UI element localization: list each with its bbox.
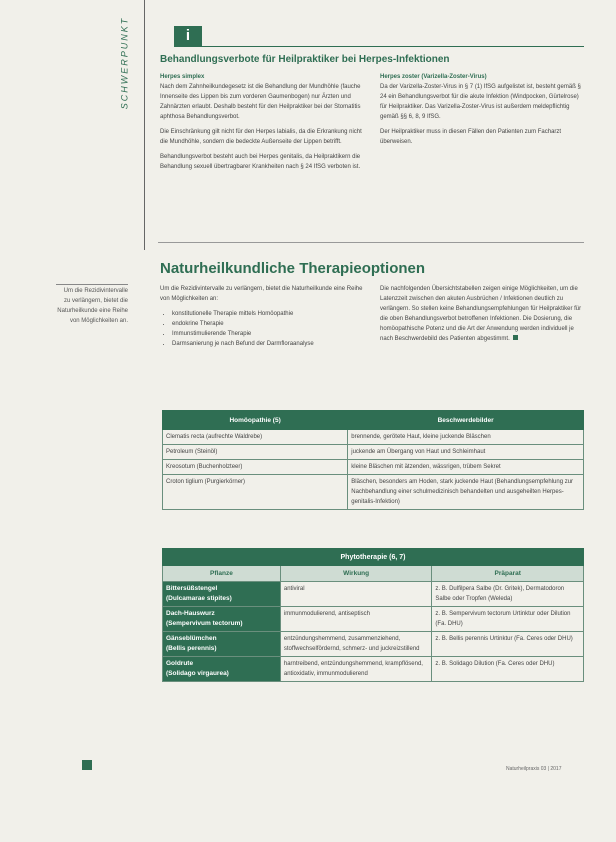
info-icon: i — [174, 26, 202, 46]
table-cell: z. B. Dulfilpera Salbe (Dr. Gritek), Dermatodoron Salbe oder Tropfen (Weleda) — [432, 582, 584, 607]
section-tag: SCHWERPUNKT — [119, 16, 130, 110]
page-footer: Naturheilpraxis 03 | 2017 — [506, 766, 562, 772]
table-cell: z. B. Sempervivum tectorum Urtinktur oder Dilution (Fa. DHU) — [432, 607, 584, 632]
therapy-list — [160, 309, 366, 349]
body-intro: Um die Rezidivintervalle zu verlängern, bietet die Naturheilkunde eine Reihe von Möglichkeiten an: — [160, 286, 363, 302]
info-paragraph: Nach dem Zahnheilkundegesetz ist die Behandlung der Mundhöhle (fauche Innenseite des Lippen bis zum vorderen Gaumenbogen) nur Ärzten und Zahnärzten erlaubt. Deshalb besteht für den Heilpraktiker bei der Stomatitis aphthosa Behandlungsverbot. — [160, 84, 361, 120]
table-caption: Phytotherapie (6, 7) — [163, 549, 584, 566]
table-row — [163, 475, 584, 510]
list-item: • Immunstimulierende Therapie — [172, 329, 366, 339]
table-row — [163, 430, 584, 445]
table-header: Homöopathie (5) — [163, 411, 348, 430]
info-heading-herpes-zoster: Herpes zoster (Varizella-Zoster-Virus) — [380, 74, 487, 80]
table-row — [163, 445, 584, 460]
info-box-rule — [174, 46, 584, 47]
table-cell: juckende am Übergang von Haut und Schleimhaut — [348, 445, 584, 460]
table-header: Präparat — [432, 566, 584, 582]
plant-cell — [163, 607, 281, 632]
table-cell: Kreosotum (Buchenholzteer) — [163, 460, 348, 475]
info-paragraph: Der Heilpraktiker muss in diesen Fällen den Patienten zum Facharzt überweisen. — [380, 129, 562, 145]
table-cell: immunmodulierend, antiseptisch — [280, 607, 432, 632]
table-row — [163, 632, 584, 657]
page-corner-mark — [82, 760, 92, 770]
plant-cell — [163, 582, 281, 607]
body-col1 — [160, 284, 366, 349]
table-header: Wirkung — [280, 566, 432, 582]
plant-latin: (Solidago virgaurea) — [166, 670, 229, 677]
table-header: Beschwerdebilder — [348, 411, 584, 430]
plant-name: Dach-Hauswurz — [166, 610, 215, 617]
info-paragraph: Behandlungsverbot besteht auch bei Herpes genitalis, da Heilpraktikern die Behandlung sexuell übertragbarer Krankheiten nach § 24 IfSG verboten ist. — [160, 154, 361, 170]
plant-cell — [163, 657, 281, 682]
table-cell: antiviral — [280, 582, 432, 607]
table-cell: z. B. Solidago Dilution (Fa. Ceres oder DHU) — [432, 657, 584, 682]
info-paragraph: Da der Varizella-Zoster-Virus in § 7 (1) IfSG aufgelistet ist, besteht gemäß § 24 ein Behandlungsverbot für die akute Infektion (Windpocken, Gürtelrose) für Heilpraktiker. Das Varizella-Zoster-Virus ist außerdem meldepflichtig gemäß §§ 6, 8, 9 IfSG. — [380, 84, 581, 120]
plant-name: Gänseblümchen — [166, 635, 217, 642]
margin-note-rule — [56, 284, 128, 285]
margin-divider — [144, 0, 145, 250]
list-item: • Darmsanierung je nach Befund der Darmfloraanalyse — [172, 339, 366, 349]
table-row — [163, 657, 584, 682]
margin-note: Um die Rezidivintervalle zu verlängern, bietet die Naturheilkunde eine Reihe von Möglichkeiten an. — [57, 288, 128, 324]
table-cell: Bläschen, besonders am Hoden, stark juckende Haut (Behandlungsempfehlung zur Nachbehandlung einer schulmedizinisch behandelten und ausgeheilten Herpes-genitalis-Infektion) — [348, 475, 584, 510]
phytotherapy-table — [162, 548, 584, 682]
plant-name: Bittersüßstengel — [166, 585, 218, 592]
table-cell: brennende, gerötete Haut, kleine juckende Bläschen — [348, 430, 584, 445]
table-row — [163, 607, 584, 632]
table-cell: kleine Bläschen mit ätzenden, wässrigen, trübem Sekret — [348, 460, 584, 475]
section-divider — [158, 242, 584, 243]
table-row — [163, 460, 584, 475]
table-header: Pflanze — [163, 566, 281, 582]
table-cell: z. B. Bellis perennis Urtinktur (Fa. Ceres oder DHU) — [432, 632, 584, 657]
info-paragraph: Die Einschränkung gilt nicht für den Herpes labialis, da die Erkrankung nicht die Mundhöhle, sondern die bedeckte Außenseite der Lippen betrifft. — [160, 129, 362, 145]
table-cell: entzündungshemmend, zusammenziehend, stoffwechselfördernd, schmerz- und juckreizstillend — [280, 632, 432, 657]
end-mark-icon — [513, 335, 518, 340]
info-box-title: Behandlungsverbote für Heilpraktiker bei Herpes-Infektionen — [160, 54, 450, 65]
table-cell: Petroleum (Steinöl) — [163, 445, 348, 460]
list-item: • konstitutionelle Therapie mittels Homöopathie — [172, 309, 366, 319]
body-col2 — [380, 284, 584, 344]
body-paragraph: Die nachfolgenden Übersichtstabellen zeigen einige Möglichkeiten, um die Latenzzeit zwischen den akuten Ausbrüchen / Infektionen deutlich zu verlängern. So stellen keine Behandlungsempfehlungen für Heilpraktiker für die oben Behandlungsverbot betroffenen Infektionen. Die Dosierung, die homöopathische Potenz und die Art der Anwendung werden individuell je nach Beschwerdebild des Patienten abgestimmt. — [380, 286, 582, 342]
plant-latin: (Bellis perennis) — [166, 645, 217, 652]
plant-cell — [163, 632, 281, 657]
plant-name: Goldrute — [166, 660, 194, 667]
info-box-col2 — [380, 72, 584, 152]
info-box-col1 — [160, 72, 368, 177]
list-item: • endokrine Therapie — [172, 319, 366, 329]
table-cell: harntreibend, entzündungshemmend, krampflösend, antioxidativ, immunmodulierend — [280, 657, 432, 682]
table-row — [163, 582, 584, 607]
homeopathy-table — [162, 410, 584, 510]
table-cell: Clematis recta (aufrechte Waldrebe) — [163, 430, 348, 445]
plant-latin: (Sempervivum tectorum) — [166, 620, 243, 627]
plant-latin: (Dulcamarae stipites) — [166, 595, 232, 602]
table-cell: Croton tiglium (Purgierkörner) — [163, 475, 348, 510]
section-heading: Naturheilkundliche Therapieoptionen — [160, 260, 426, 277]
info-heading-herpes-simplex: Herpes simplex — [160, 74, 205, 80]
